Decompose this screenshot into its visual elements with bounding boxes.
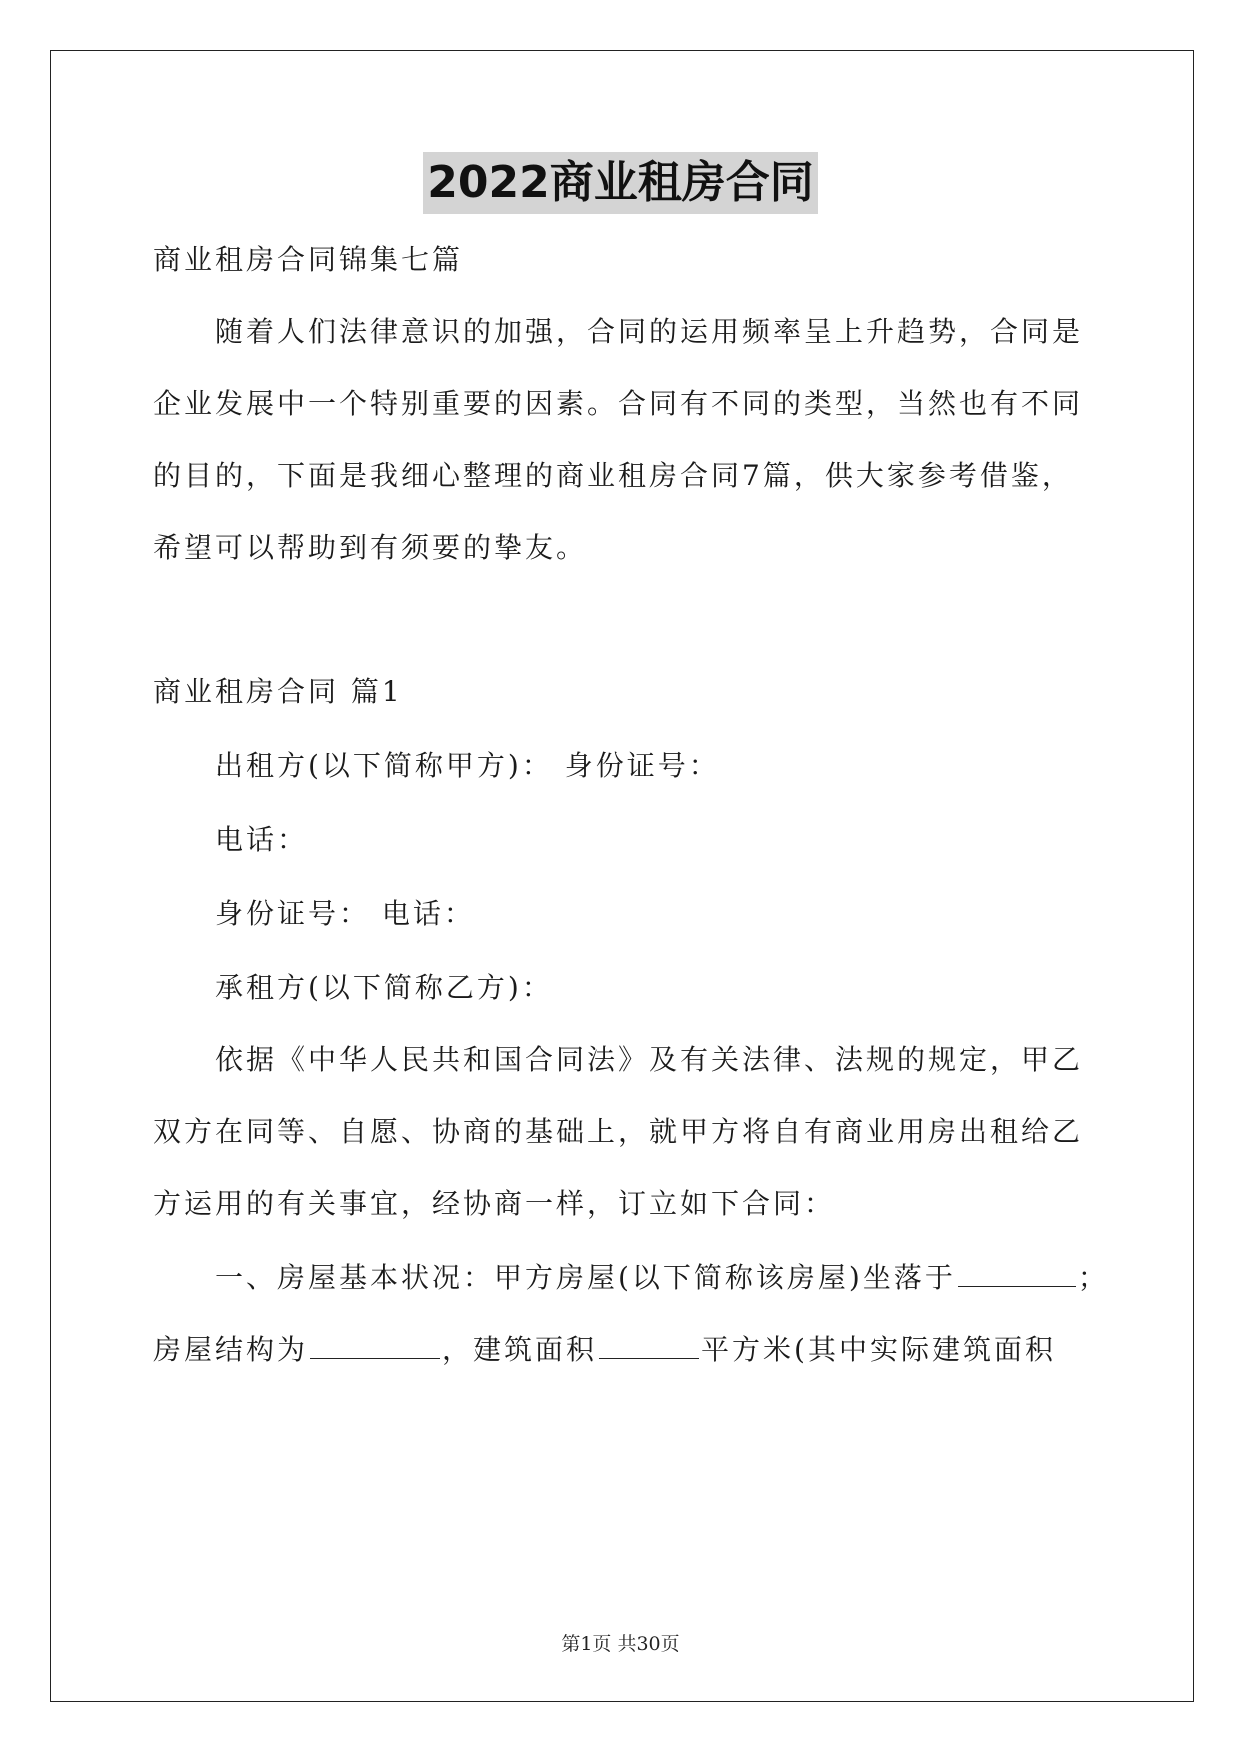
location-blank: [958, 1258, 1076, 1287]
id-phone-line: 身份证号： 电话：: [215, 897, 475, 930]
phone-line: 电话：: [215, 823, 309, 856]
clause-1-line-2: [153, 1330, 1056, 1370]
page-border: [50, 50, 1194, 1702]
area-unit-label: 平方米(其中实际建筑面积: [701, 1333, 1056, 1366]
section-heading: 商业租房合同 篇1: [153, 675, 403, 708]
basis-line-1: 依据《中华人民共和国合同法》及有关法律、法规的规定，甲乙: [215, 1043, 1084, 1076]
basis-line-3: 方运用的有关事宜，经协商一样，订立如下合同：: [153, 1187, 836, 1220]
clause-1-end: ；: [1077, 1261, 1109, 1294]
intro-line-3: 的目的，下面是我细心整理的商业租房合同7篇，供大家参考借鉴，: [153, 459, 1073, 492]
title-container: [0, 152, 1241, 214]
lessor-line: 出租方(以下简称甲方)： 身份证号：: [215, 749, 720, 782]
page-number: 第1页 共30页: [561, 1633, 680, 1655]
document-subtitle: 商业租房合同锦集七篇: [153, 243, 464, 276]
document-title: 2022商业租房合同: [423, 152, 817, 214]
lessee-line: 承租方(以下简称乙方)：: [215, 971, 553, 1004]
basis-line-2: 双方在同等、自愿、协商的基础上，就甲方将自有商业用房出租给乙: [153, 1115, 1084, 1148]
structure-blank: [310, 1330, 440, 1359]
intro-line-4: 希望可以帮助到有须要的挚友。: [153, 531, 588, 564]
clause-1-text: 一、房屋基本状况：甲方房屋(以下简称该房屋)坐落于: [215, 1261, 956, 1294]
area-blank: [599, 1330, 699, 1359]
area-label: ，建筑面积: [442, 1333, 598, 1366]
intro-line-1: 随着人们法律意识的加强，合同的运用频率呈上升趋势，合同是: [215, 315, 1084, 348]
structure-label: 房屋结构为: [153, 1333, 309, 1366]
intro-line-2: 企业发展中一个特别重要的因素。合同有不同的类型，当然也有不同: [153, 387, 1084, 420]
clause-1-line-1: [215, 1258, 1109, 1298]
